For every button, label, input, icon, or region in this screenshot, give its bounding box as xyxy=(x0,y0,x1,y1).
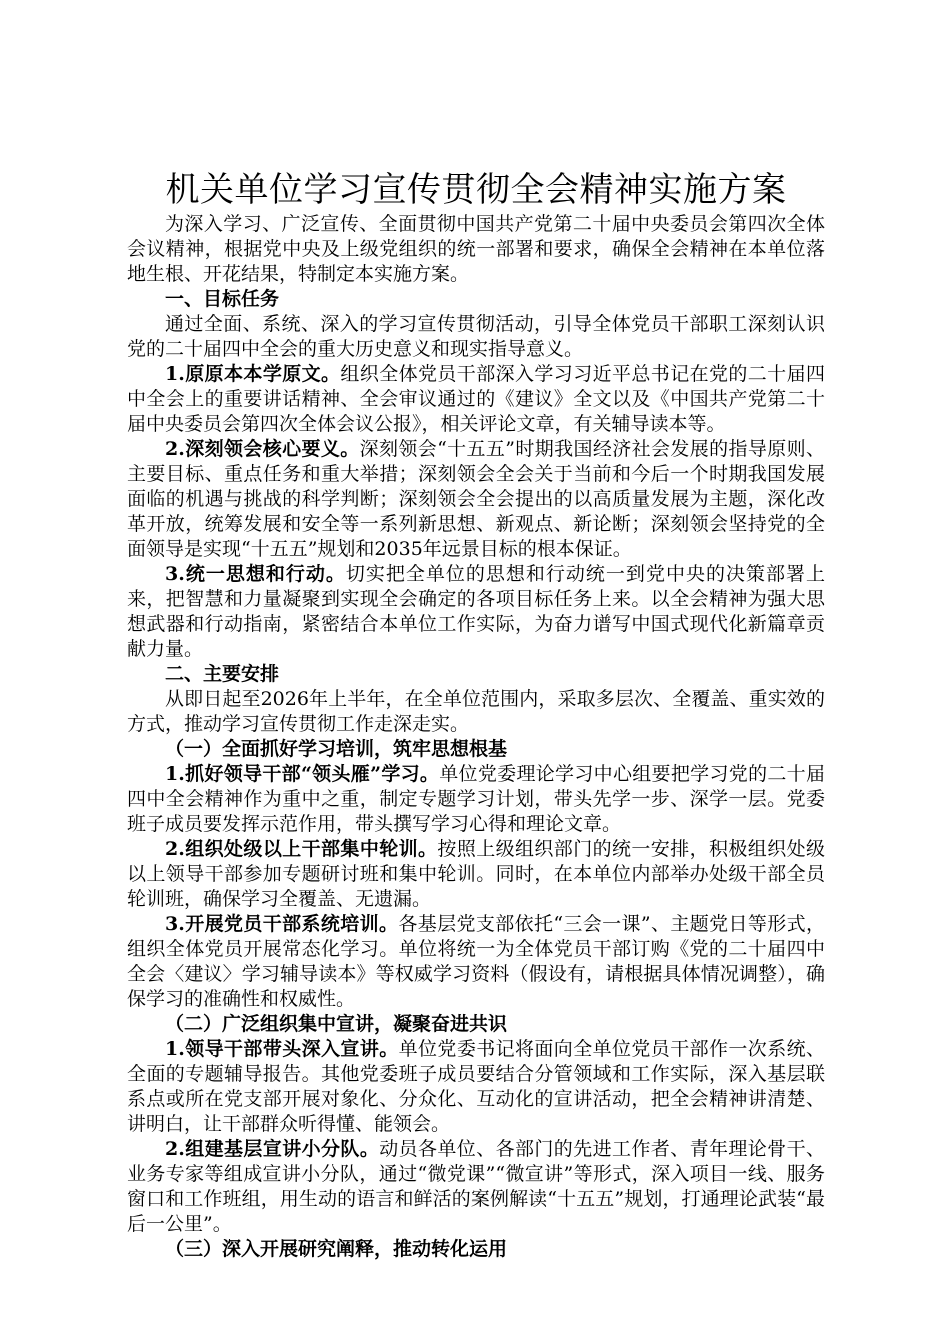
section-goals-intro: 通过全面、系统、深入的学习宣传贯彻活动，引导全体党员干部职工深刻认识党的二十届四中全会的重大历史意义和现实指导意义。 xyxy=(127,313,825,360)
training-item-1-text: 单位党委理论学习中心组要把学习党的二十届四中全会精神作为重中之重，制定专题学习计划，带头先学一步、深学一层。党委班子成员要发挥示范作用，带头撰写学习心得和理论文章。 xyxy=(127,763,825,835)
goal-item-1 xyxy=(127,362,825,437)
training-item-2-text: 按照上级组织部门的统一安排，积极组织处级以上领导干部参加专题研讨班和集中轮训。同时，在本单位内部举办处级干部全员轮训班，确保学习全覆盖、无遗漏。 xyxy=(127,838,825,910)
subsection-heading-training: （一）全面抓好学习培训，筑牢思想根基 xyxy=(165,738,508,760)
section-heading-goals: 一、目标任务 xyxy=(165,288,280,310)
goal-item-3-lead: 3.统一思想和行动。 xyxy=(165,563,346,585)
training-item-2 xyxy=(127,837,825,912)
document-title: 机关单位学习宣传贯彻全会精神实施方案 xyxy=(165,170,787,210)
subsection-heading-research: （三）深入开展研究阐释，推动转化运用 xyxy=(165,1238,508,1260)
training-item-3-text: 各基层党支部依托“三会一课”、主题党日等形式，组织全体党员开展常态化学习。单位将统一为全体党员干部订购《党的二十届四中全会〈建议〉学习辅导读本》等权威学习资料（假设有，请根据具体情况调整），确保学习的准确性和权威性。 xyxy=(127,913,825,1010)
goal-item-1-text: 组织全体党员干部深入学习习近平总书记在党的二十届四中全会上的重要讲话精神、全会审议通过的《建议》全文以及《中国共产党第二十届中央委员会第四次全体会议公报》，相关评论文章，有关辅导读本等。 xyxy=(127,363,825,435)
lecture-item-1 xyxy=(127,1037,825,1137)
lecture-item-1-text: 单位党委书记将面向全单位党员干部作一次系统、全面的专题辅导报告。其他党委班子成员要结合分管领域和工作实际，深入基层联系点或所在党支部开展对象化、分众化、互动化的宣讲活动，把全会精神讲清楚、讲明白，让干部群众听得懂、能领会。 xyxy=(127,1038,825,1135)
training-item-3-lead: 3.开展党员干部系统培训。 xyxy=(165,913,399,935)
subsection-heading-lectures: （二）广泛组织集中宣讲，凝聚奋进共识 xyxy=(165,1013,508,1035)
section-arrangements-intro: 从即日起至2026年上半年，在全单位范围内，采取多层次、全覆盖、重实效的方式，推动学习宣传贯彻工作走深走实。 xyxy=(127,688,825,735)
training-item-1-lead: 1.抓好领导干部“领头雁”学习。 xyxy=(165,763,440,785)
lecture-item-2 xyxy=(127,1137,825,1237)
goal-item-3-text: 切实把全单位的思想和行动统一到党中央的决策部署上来，把智慧和力量凝聚到实现全会确定的各项目标任务上来。以全会精神为强大思想武器和行动指南，紧密结合本单位工作实际，为奋力谱写中国式现代化新篇章贡献力量。 xyxy=(127,563,825,660)
goal-item-2-text: 深刻领会“十五五”时期我国经济社会发展的指导原则、主要目标、重点任务和重大举措；深刻领会全会关于当前和今后一个时期我国发展面临的机遇与挑战的科学判断；深刻领会全会提出的以高质量发展为主题，深化改革开放，统筹发展和安全等一系列新思想、新观点、新论断；深刻领会坚持党的全面领导是实现“十五五”规划和2035年远景目标的根本保证。 xyxy=(127,438,825,560)
goal-item-2 xyxy=(127,437,825,562)
goal-item-3 xyxy=(127,562,825,662)
document-page xyxy=(127,168,825,1262)
training-item-1 xyxy=(127,762,825,837)
goal-item-1-lead: 1.原原本本学原文。 xyxy=(165,363,341,385)
training-item-2-lead: 2.组织处级以上干部集中轮训。 xyxy=(165,838,438,860)
lecture-item-1-lead: 1.领导干部带头深入宣讲。 xyxy=(165,1038,399,1060)
intro-paragraph: 为深入学习、广泛宣传、全面贯彻中国共产党第二十届中央委员会第四次全体会议精神，根据党中央及上级党组织的统一部署和要求，确保全会精神在本单位落地生根、开花结果，特制定本实施方案。 xyxy=(127,213,825,285)
lecture-item-2-text: 动员各单位、各部门的先进工作者、青年理论骨干、业务专家等组成宣讲小分队，通过“微党课”“微宣讲”等形式，深入项目一线、服务窗口和工作班组，用生动的语言和鲜活的案例解读“十五五”规划，打通理论武装“最后一公里”。 xyxy=(127,1138,825,1235)
lecture-item-2-lead: 2.组建基层宣讲小分队。 xyxy=(165,1138,380,1160)
section-heading-arrangements: 二、主要安排 xyxy=(165,663,280,685)
training-item-3 xyxy=(127,912,825,1012)
goal-item-2-lead: 2.深刻领会核心要义。 xyxy=(165,438,360,460)
